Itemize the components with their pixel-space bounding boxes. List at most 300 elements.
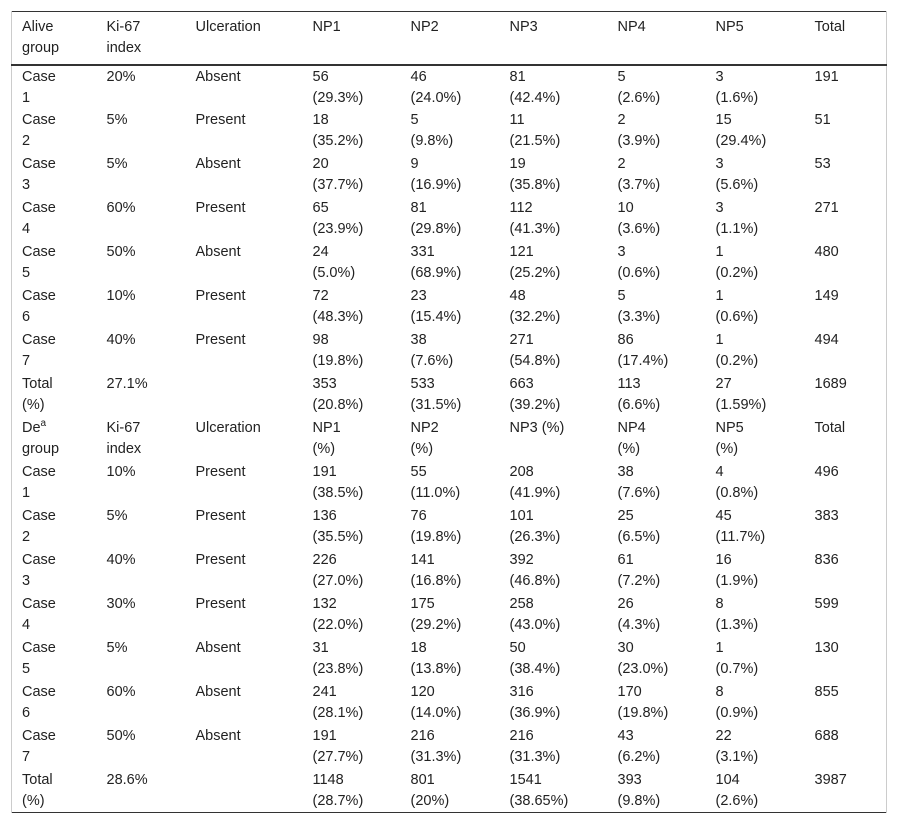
cell-line: 5%	[106, 111, 128, 128]
table-cell	[97, 329, 186, 373]
cell-line: Case	[22, 243, 56, 260]
cell-line: (48.3%)	[312, 308, 364, 325]
cell-line: 20	[312, 155, 329, 172]
table-cell	[303, 153, 401, 197]
table-cell	[12, 637, 97, 681]
table-cell	[401, 637, 500, 681]
table-cell	[12, 681, 97, 725]
cell-line: 28.6%	[106, 771, 148, 788]
cell-line: 3	[22, 176, 31, 193]
table-row	[12, 637, 887, 681]
table-cell	[97, 285, 186, 329]
header-cell	[706, 12, 805, 65]
cell-line: 3	[22, 572, 31, 589]
cell-line: Total	[22, 375, 53, 392]
cell-line: 26	[617, 595, 634, 612]
cell-line: (0.9%)	[715, 704, 759, 721]
cell-line: 226	[312, 551, 337, 568]
cell-line: Present	[195, 595, 246, 612]
table-cell	[706, 637, 805, 681]
cell-line: (6.6%)	[617, 396, 661, 413]
table-cell	[401, 593, 500, 637]
cell-line: 60%	[106, 199, 136, 216]
table-cell	[401, 769, 500, 813]
table-cell	[706, 769, 805, 813]
cell-line: 241	[312, 683, 337, 700]
cell-line: (%)	[22, 792, 45, 809]
cell-line: (0.8%)	[715, 484, 759, 501]
cell-line: (27.7%)	[312, 748, 364, 765]
table-cell	[805, 285, 887, 329]
cell-line: (22.0%)	[312, 616, 364, 633]
table-cell	[186, 681, 303, 725]
header-cell	[500, 12, 608, 65]
cell-line: NP3	[509, 19, 538, 35]
table-row	[12, 549, 887, 593]
cell-line: (4.3%)	[617, 616, 661, 633]
table-cell	[303, 197, 401, 241]
cell-line: 25	[617, 507, 634, 524]
cell-line: (21.5%)	[509, 132, 561, 149]
table-cell	[303, 417, 401, 461]
table-row	[12, 681, 887, 725]
table-cell	[401, 373, 500, 417]
table-cell	[97, 681, 186, 725]
table-cell	[97, 505, 186, 549]
table-cell	[303, 65, 401, 109]
table-cell	[186, 153, 303, 197]
cell-line: 9	[410, 155, 419, 172]
table-cell	[608, 153, 706, 197]
table-cell	[706, 549, 805, 593]
table-cell	[805, 461, 887, 505]
cell-line: 98	[312, 331, 329, 348]
cell-line: 208	[509, 463, 534, 480]
cell-line: group	[22, 40, 60, 56]
table-cell	[805, 769, 887, 813]
cell-line: 30	[617, 639, 634, 656]
cell-line: (19.8%)	[617, 704, 669, 721]
cell-line: 130	[814, 639, 839, 656]
table-cell	[303, 725, 401, 769]
cell-line: 132	[312, 595, 337, 612]
table-row	[12, 153, 887, 197]
cell-line: (41.9%)	[509, 484, 561, 501]
cell-line: 5	[617, 287, 626, 304]
cell-line: (%)	[410, 440, 434, 457]
cell-line: Present	[195, 199, 246, 216]
cell-line: Absent	[195, 727, 241, 744]
cell-line: NP2	[410, 419, 439, 436]
table-cell	[186, 505, 303, 549]
data-table	[11, 11, 887, 813]
cell-line: 801	[410, 771, 435, 788]
table-cell	[500, 549, 608, 593]
table-cell	[608, 461, 706, 505]
table-cell	[12, 593, 97, 637]
table-cell	[608, 681, 706, 725]
cell-line: 22	[715, 727, 732, 744]
cell-line: (3.9%)	[617, 132, 661, 149]
table-cell	[608, 241, 706, 285]
table-cell	[97, 241, 186, 285]
cell-line: 1	[22, 89, 31, 106]
cell-line: 50	[509, 639, 526, 656]
cell-line: 18	[312, 111, 329, 128]
cell-line: Present	[195, 551, 246, 568]
table-cell	[500, 65, 608, 109]
table-cell	[97, 153, 186, 197]
cell-line: (46.8%)	[509, 572, 561, 589]
cell-line: 3	[715, 68, 724, 85]
cell-line: (0.6%)	[715, 308, 759, 325]
cell-line: (38.4%)	[509, 660, 561, 677]
cell-line: 1541	[509, 771, 542, 788]
cell-line: 258	[509, 595, 534, 612]
cell-line: 191	[312, 463, 337, 480]
table-cell	[401, 197, 500, 241]
cell-line: (23.8%)	[312, 660, 364, 677]
cell-line: 4	[715, 463, 724, 480]
cell-line: (28.7%)	[312, 792, 364, 809]
table-cell	[805, 109, 887, 153]
table-cell	[12, 725, 97, 769]
table-cell	[12, 373, 97, 417]
cell-line: (19.8%)	[410, 528, 462, 545]
table-cell	[401, 153, 500, 197]
table-cell	[186, 373, 303, 417]
cell-line: NP5	[715, 419, 744, 436]
cell-line: (31.3%)	[410, 748, 462, 765]
table-cell	[608, 65, 706, 109]
cell-line: NP2	[410, 19, 439, 35]
table-cell	[186, 285, 303, 329]
cell-line: 3	[715, 199, 724, 216]
cell-line: Alive	[22, 19, 54, 35]
table-cell	[706, 241, 805, 285]
cell-line: 216	[509, 727, 534, 744]
cell-line: 3	[617, 243, 626, 260]
table-cell	[500, 417, 608, 461]
table-cell	[401, 109, 500, 153]
cell-line: 121	[509, 243, 534, 260]
cell-line: (68.9%)	[410, 264, 462, 281]
cell-line: Absent	[195, 68, 241, 85]
header-cell	[608, 12, 706, 65]
cell-line: (9.8%)	[617, 792, 661, 809]
table-cell	[500, 329, 608, 373]
cell-line: (3.6%)	[617, 220, 661, 237]
cell-line: (2.6%)	[715, 792, 759, 809]
table-cell	[97, 109, 186, 153]
cell-line: (17.4%)	[617, 352, 669, 369]
table-cell	[12, 153, 97, 197]
table-cell	[500, 637, 608, 681]
table-row	[12, 505, 887, 549]
cell-line: (%)	[22, 396, 45, 413]
cell-line: (0.6%)	[617, 264, 661, 281]
cell-line: index	[106, 440, 142, 457]
table-cell	[186, 593, 303, 637]
cell-line: 81	[410, 199, 427, 216]
cell-line: 2	[617, 111, 626, 128]
cell-line: 136	[312, 507, 337, 524]
table-cell	[186, 549, 303, 593]
cell-line: (7.6%)	[410, 352, 454, 369]
cell-line: (1.59%)	[715, 396, 767, 413]
table-cell	[500, 725, 608, 769]
cell-line: 112	[509, 199, 533, 216]
cell-line: 11	[509, 111, 525, 128]
table-row	[12, 461, 887, 505]
table-cell	[401, 549, 500, 593]
cell-line: 2	[22, 132, 31, 149]
table-cell	[805, 637, 887, 681]
table-cell	[805, 725, 887, 769]
table-row	[12, 725, 887, 769]
cell-line: 1	[715, 243, 724, 260]
table-cell	[805, 681, 887, 725]
table-cell	[12, 329, 97, 373]
cell-line: (11.7%)	[715, 528, 766, 545]
cell-line: (38.5%)	[312, 484, 364, 501]
cell-line: (1.1%)	[715, 220, 759, 237]
cell-line: Ulceration	[195, 419, 261, 436]
cell-line: 1148	[312, 771, 344, 788]
cell-line: 24	[312, 243, 329, 260]
cell-line: (%)	[312, 440, 336, 457]
table-cell	[186, 769, 303, 813]
table-cell	[805, 373, 887, 417]
table-row	[12, 593, 887, 637]
cell-line: 16	[715, 551, 732, 568]
table-row	[12, 285, 887, 329]
cell-line: (6.2%)	[617, 748, 661, 765]
cell-line: (5.6%)	[715, 176, 759, 193]
cell-line: (1.3%)	[715, 616, 759, 633]
cell-line: 353	[312, 375, 337, 392]
cell-line: (0.2%)	[715, 264, 759, 281]
cell-line: 191	[312, 727, 337, 744]
table-cell	[608, 769, 706, 813]
table-cell	[706, 725, 805, 769]
table-cell	[12, 109, 97, 153]
cell-line: Total	[814, 19, 846, 35]
cell-line: (25.2%)	[509, 264, 561, 281]
table-cell	[12, 65, 97, 109]
table-cell	[706, 461, 805, 505]
cell-line: 855	[814, 683, 839, 700]
table-cell	[12, 197, 97, 241]
cell-line: (35.8%)	[509, 176, 561, 193]
table-cell	[186, 637, 303, 681]
cell-line: (%)	[715, 440, 739, 457]
cell-line: Ulceration	[195, 19, 261, 35]
table-cell	[608, 549, 706, 593]
table-cell	[186, 109, 303, 153]
cell-line: Case	[22, 551, 56, 568]
cell-line: 271	[814, 199, 839, 216]
table-cell	[500, 593, 608, 637]
table-cell	[706, 153, 805, 197]
table-cell	[186, 725, 303, 769]
table-cell	[303, 637, 401, 681]
table-cell	[303, 461, 401, 505]
table-cell	[186, 241, 303, 285]
cell-line: Case	[22, 727, 56, 744]
cell-line: (23.9%)	[312, 220, 364, 237]
cell-line: NP5	[715, 19, 744, 35]
cell-line: 38	[410, 331, 427, 348]
table-cell	[706, 593, 805, 637]
cell-line: 4	[22, 220, 31, 237]
cell-line: 6	[22, 308, 31, 325]
cell-line: 5	[410, 111, 419, 128]
cell-line: (9.8%)	[410, 132, 454, 149]
cell-line: 15	[715, 111, 732, 128]
cell-line: 27.1%	[106, 375, 148, 392]
cell-line: Present	[195, 331, 246, 348]
table-cell	[97, 373, 186, 417]
table-cell	[401, 725, 500, 769]
table-cell	[608, 197, 706, 241]
table-cell	[186, 197, 303, 241]
table-cell	[303, 329, 401, 373]
cell-line: (54.8%)	[509, 352, 561, 369]
cell-line: 836	[814, 551, 839, 568]
table-cell	[303, 109, 401, 153]
cell-line: Absent	[195, 155, 241, 172]
cell-line: (16.8%)	[410, 572, 462, 589]
cell-line: NP1	[312, 19, 341, 35]
cell-line: 48	[509, 287, 526, 304]
cell-line: 6	[22, 704, 31, 721]
table-row	[12, 769, 887, 813]
table-cell	[500, 505, 608, 549]
cell-line: (29.4%)	[715, 132, 767, 149]
cell-line: NP4	[617, 19, 646, 35]
cell-line: 7	[22, 748, 31, 765]
table-cell	[608, 593, 706, 637]
cell-line: Absent	[195, 683, 241, 700]
cell-line: 2	[617, 155, 626, 172]
cell-line: 113	[617, 375, 641, 392]
table-cell	[12, 461, 97, 505]
cell-line: 120	[410, 683, 435, 700]
cell-line: Case	[22, 683, 56, 700]
cell-line: (2.6%)	[617, 89, 661, 106]
cell-line: 494	[814, 331, 839, 348]
table-row	[12, 373, 887, 417]
table-cell	[805, 549, 887, 593]
table-cell	[401, 329, 500, 373]
table-row	[12, 329, 887, 373]
cell-line: 533	[410, 375, 435, 392]
cell-line: (42.4%)	[509, 89, 561, 106]
cell-line: 393	[617, 771, 642, 788]
table-cell	[500, 153, 608, 197]
table-cell	[706, 505, 805, 549]
table-cell	[97, 65, 186, 109]
cell-line: 101	[509, 507, 534, 524]
cell-line: (5.0%)	[312, 264, 356, 281]
table-cell	[608, 373, 706, 417]
table-cell	[401, 241, 500, 285]
table-cell	[608, 329, 706, 373]
cell-line: (35.2%)	[312, 132, 364, 149]
cell-line: 72	[312, 287, 329, 304]
table-cell	[706, 681, 805, 725]
cell-line: 56	[312, 68, 329, 85]
cell-line: (24.0%)	[410, 89, 462, 106]
cell-line: NP3 (%)	[509, 419, 565, 436]
cell-line: 23	[410, 287, 427, 304]
table-cell	[401, 285, 500, 329]
table-cell	[303, 241, 401, 285]
table-cell	[500, 769, 608, 813]
cell-line: 61	[617, 551, 634, 568]
cell-line: 7	[22, 352, 31, 369]
cell-line: 55	[410, 463, 427, 480]
table-cell	[401, 461, 500, 505]
cell-line: De$^a$	[22, 417, 47, 436]
table-cell	[186, 329, 303, 373]
cell-line: Absent	[195, 639, 241, 656]
cell-line: group	[22, 440, 60, 457]
table-cell	[805, 197, 887, 241]
table-cell	[97, 197, 186, 241]
table-cell	[805, 65, 887, 109]
table-cell	[97, 593, 186, 637]
cell-line: index	[106, 40, 142, 56]
cell-line: (26.3%)	[509, 528, 561, 545]
cell-line: Present	[195, 463, 246, 480]
table-cell	[186, 417, 303, 461]
table-cell	[97, 461, 186, 505]
cell-line: 5%	[106, 639, 128, 656]
cell-line: 104	[715, 771, 740, 788]
table-row	[12, 109, 887, 153]
table-cell	[706, 109, 805, 153]
cell-line: 5%	[106, 507, 128, 524]
cell-line: 10%	[106, 463, 136, 480]
cell-line: 141	[410, 551, 435, 568]
cell-line: 175	[410, 595, 435, 612]
table-cell	[608, 109, 706, 153]
cell-line: (29.2%)	[410, 616, 462, 633]
table-cell	[706, 329, 805, 373]
cell-line: 20%	[106, 68, 136, 85]
cell-line: 86	[617, 331, 634, 348]
cell-line: 81	[509, 68, 526, 85]
cell-line: 53	[814, 155, 831, 172]
cell-line: 688	[814, 727, 839, 744]
cell-line: 45	[715, 507, 732, 524]
table-cell	[706, 65, 805, 109]
cell-line: (7.2%)	[617, 572, 661, 589]
table-cell	[12, 769, 97, 813]
table-cell	[12, 417, 97, 461]
cell-line: (19.8%)	[312, 352, 364, 369]
cell-line: 496	[814, 463, 839, 480]
cell-line: 170	[617, 683, 642, 700]
cell-line: Absent	[195, 243, 241, 260]
header-cell	[401, 12, 500, 65]
table-cell	[97, 549, 186, 593]
table-body	[12, 65, 887, 813]
cell-line: 191	[814, 68, 839, 85]
cell-line: 76	[410, 507, 427, 524]
